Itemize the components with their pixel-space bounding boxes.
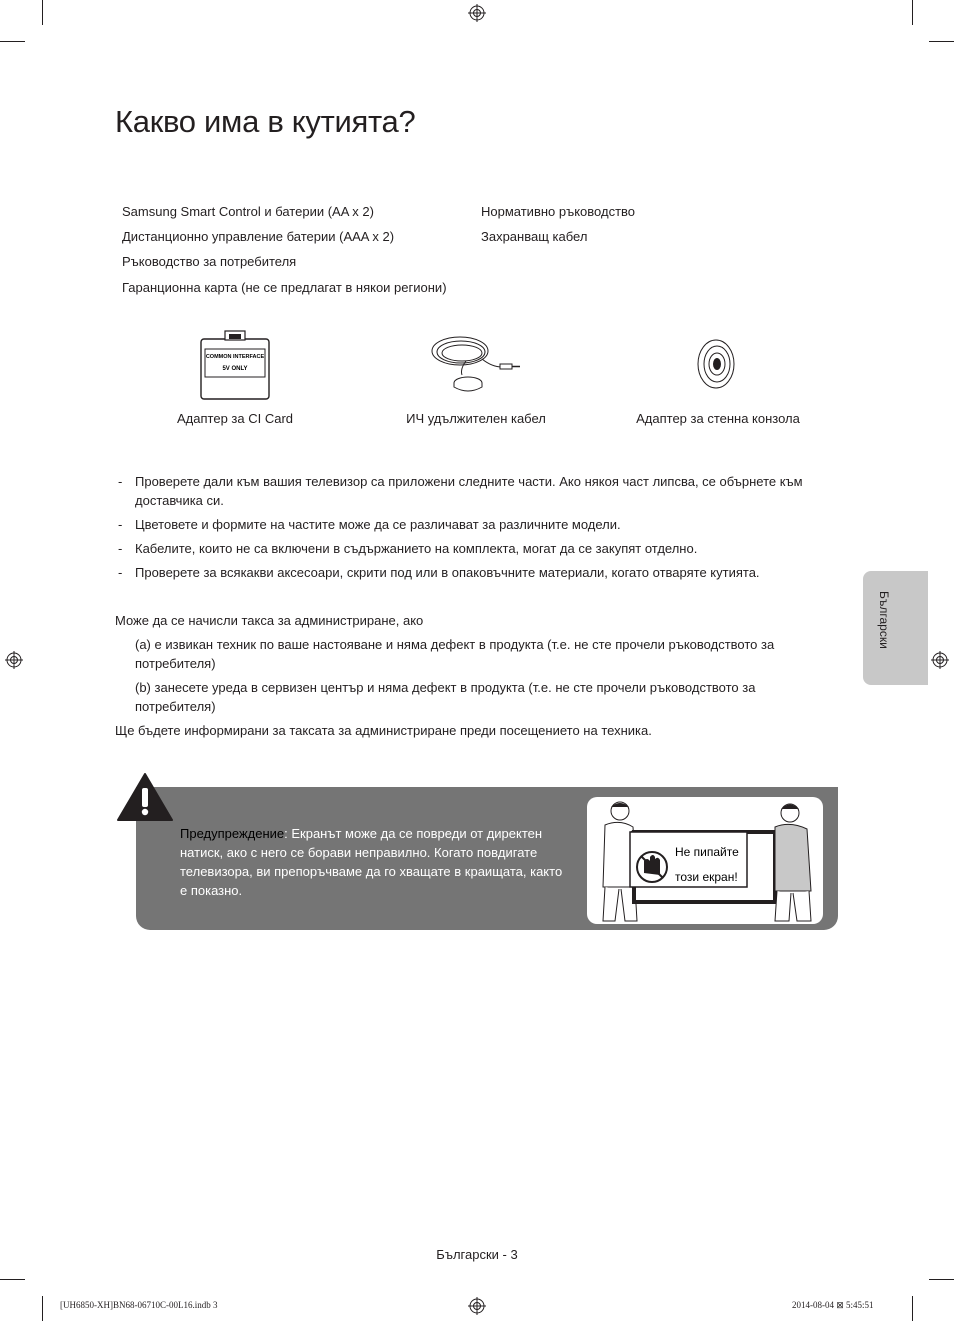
list-item [115,539,835,558]
registration-mark-icon [931,651,949,669]
accessory-caption: Адаптер за стенна конзола [636,411,800,426]
list-item: Нормативно ръководство [481,204,636,219]
note-text: Цветовете и формите на частите може да се различават за различните модели. [135,517,621,532]
warning-text [180,824,570,900]
crop-mark [0,41,25,42]
ci-card-label: 5V ONLY [222,366,248,372]
list-item: Гаранционна карта (не се предлагат в някои региони) [122,280,447,295]
wall-mount-adapter-icon [696,338,736,390]
registration-mark-icon [5,651,23,669]
language-side-tab [863,571,928,685]
ir-extender-cable-icon [430,331,522,397]
crop-mark [912,0,913,25]
bullet-dash: - [118,541,123,556]
crop-mark [912,1296,913,1321]
list-item: Захранващ кабел [481,229,588,244]
bullet-dash: - [118,517,123,532]
page-title: Какво има в кутията? [115,104,416,139]
note-text: Проверете за всякакви аксесоари, скрити под или в опаковъчните материали, когато отваряте кутията. [135,565,760,580]
warning-body: : Екранът може да се повреди от директен натиск, ако с него се борави неправилно. Когато повдигате телевизора, ви препоръчваме да го хващате в краищата, както е показно. [180,826,563,898]
registration-mark-icon [468,4,486,22]
crop-mark [929,41,954,42]
note-text: Кабелите, които не са включени в съдържанието на комплекта, могат да се закупят отделно. [135,541,698,556]
admin-fee-section [115,611,835,745]
page-number: Български - 3 [436,1247,518,1262]
list-item [115,563,835,582]
crop-mark [0,1279,25,1280]
accessory-caption: ИЧ удължителен кабел [406,411,546,426]
bullet-dash: - [118,474,123,489]
warning-label: Предупреждение [180,826,285,841]
file-info: [UH6850-XH]BN68-06710C-00L16.indb 3 [60,1300,218,1310]
notes-list [115,472,835,587]
ci-card-label: COMMON INTERFACE [205,354,265,360]
bullet-dash: - [118,565,123,580]
admin-condition-b: (b) занесете уреда в сервизен център и няма дефект в продукта (т.е. не сте прочели ръководството за потребителя) [135,680,756,714]
crop-mark [42,1296,43,1321]
list-item [115,515,835,534]
list-item: Дистанционно управление батерии (AAA x 2) [122,229,395,244]
note-text: Проверете дали към вашия телевизор са приложени следните части. Ако някоя част липсва, се обърнете към доставчика си. [135,474,803,508]
sign-text-line2: този екран! [675,870,738,884]
side-tab-label: Български [877,591,891,649]
ci-card-adapter-icon [198,329,272,401]
list-item [115,472,835,510]
crop-mark [929,1279,954,1280]
warning-triangle-icon [116,772,174,822]
list-item: Ръководство за потребителя [122,254,297,269]
sign-text-line1: Не пипайте [675,845,739,859]
date-info: 2014-08-04 ⊠ 5:45:51 [792,1300,874,1310]
admin-outro: Ще бъдете информирани за таксата за администриране преди посещението на техника. [115,723,652,738]
crop-mark [42,0,43,25]
admin-intro: Може да се начисли такса за администриране, ако [115,613,424,628]
accessory-caption: Адаптер за CI Card [177,411,293,426]
admin-condition-a: (a) е извикан техник по ваше настояване и няма дефект в продукта (т.е. не сте прочели ръководството за потребителя) [135,637,775,671]
list-item: Samsung Smart Control и батерии (AA x 2) [122,204,374,219]
registration-mark-icon [468,1297,486,1315]
